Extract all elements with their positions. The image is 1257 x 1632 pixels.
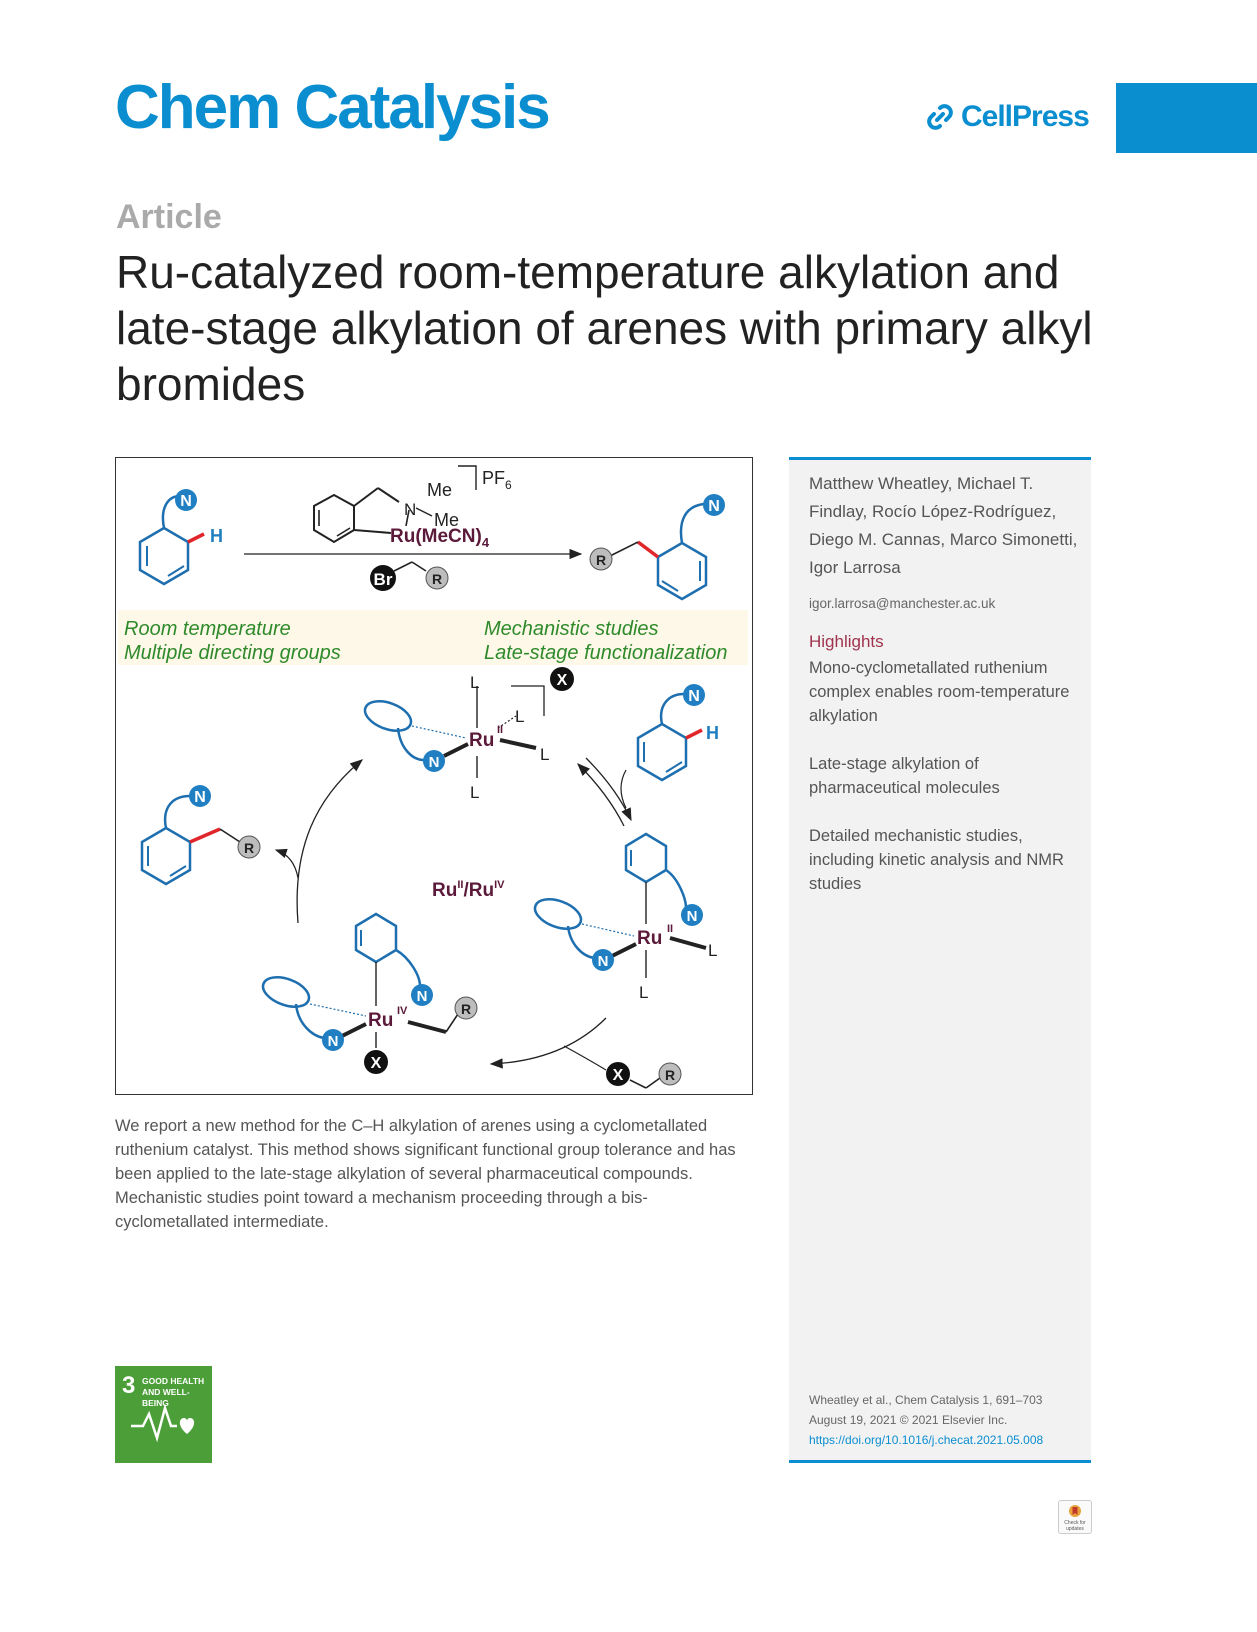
- svg-text:Br: Br: [373, 570, 393, 589]
- svg-text:X: X: [556, 672, 568, 689]
- svg-text:R: R: [431, 571, 443, 587]
- svg-text:L: L: [470, 783, 480, 802]
- svg-text:N: N: [194, 789, 206, 806]
- substrate-arene: [140, 489, 223, 584]
- svg-text:N: N: [686, 908, 698, 925]
- svg-text:N: N: [688, 688, 700, 705]
- sdg-label: GOOD HEALTH AND WELL-BEING: [142, 1376, 205, 1408]
- sdg-badge: [115, 1366, 212, 1463]
- catalyst-structure: [314, 466, 512, 550]
- alkyl-halide-entry-arrow: [564, 1046, 606, 1070]
- cellpress-icon: [925, 102, 955, 132]
- product-release-arrow: [276, 850, 298, 878]
- svg-text:PF6: $PF_6$: [482, 468, 512, 492]
- product-arene: [590, 494, 725, 599]
- article-type-label: Article: [116, 198, 222, 236]
- svg-text:H: H: [706, 723, 719, 743]
- svg-text:Me: Me: [434, 510, 460, 530]
- feature-room-temperature: Room temperature: [124, 618, 291, 640]
- publisher-logo[interactable]: [925, 100, 1089, 134]
- cycle-oxidation-label: $Ru^{II}/Ru^{IV}$: [432, 879, 505, 901]
- heartbeat-icon: [129, 1404, 199, 1444]
- svg-text:Me: Me: [427, 480, 453, 500]
- svg-text:X: X: [612, 1067, 624, 1084]
- svg-text:H: H: [210, 526, 223, 546]
- svg-text:N: N: [416, 988, 428, 1005]
- svg-text:R: R: [595, 552, 607, 568]
- equilibrium-arrow-forward: [586, 758, 631, 820]
- header-accent-tab: [1116, 83, 1257, 153]
- corresponding-email[interactable]: igor.larrosa@manchester.ac.uk: [809, 596, 996, 611]
- svg-text:R: R: [664, 1067, 676, 1083]
- feature-mechanistic-studies: Mechanistic studies: [484, 618, 659, 640]
- svg-text:Ru: Ru: [637, 928, 663, 949]
- sdg-number: 3: [122, 1372, 136, 1399]
- check-updates-label: Check for updates: [1064, 1520, 1086, 1532]
- citation-date: August 19, 2021 © 2021 Elsevier Inc.: [809, 1413, 1008, 1427]
- svg-text:L: L: [540, 745, 550, 764]
- svg-text:N: N: [428, 754, 440, 771]
- svg-text:L: L: [470, 673, 480, 692]
- svg-text:X: X: [370, 1055, 382, 1072]
- article-title: Ru-catalyzed room-temperature alkylation and late-stage alkylation of arenes with primary alkyl bromides: [116, 246, 1093, 410]
- svg-text:L: L: [515, 707, 525, 726]
- svg-text:N: N: [708, 498, 720, 515]
- citation-reference: Wheatley et al., Chem Catalysis 1, 691–703: [809, 1393, 1043, 1407]
- feature-directing-groups: Multiple directing groups: [124, 642, 341, 664]
- journal-title: Chem Catalysis: [115, 73, 549, 142]
- svg-text:N: N: [327, 1033, 339, 1050]
- svg-text:N: N: [597, 953, 609, 970]
- doi-link[interactable]: https://doi.org/10.1016/j.checat.2021.05.008: [809, 1433, 1044, 1447]
- highlights-title: Highlights: [809, 632, 884, 651]
- svg-text:R: R: [243, 840, 255, 856]
- author-list: Matthew Wheatley, Michael T. Findlay, Rocío López-Rodríguez, Diego M. Cannas, Marco Simonetti, Igor Larrosa: [809, 474, 1078, 577]
- alkyl-halide-reagent: [606, 1062, 681, 1088]
- highlight-item: Mono-cyclometallated ruthenium complex enables room-temperature alkylation: [809, 659, 1070, 725]
- citation-block: [809, 1390, 1084, 1450]
- bookmark-icon: [1068, 1504, 1082, 1518]
- svg-text:Ru: Ru: [469, 730, 495, 751]
- svg-text:Ru(MeCN)4: $Ru(MeCN)_4$: [390, 526, 490, 550]
- ru-ii-bis-complex: [531, 834, 717, 1002]
- highlight-item: Late-stage alkylation of pharmaceutical molecules: [809, 755, 1000, 797]
- highlight-item: Detailed mechanistic studies, including kinetic analysis and NMR studies: [809, 827, 1064, 893]
- cycle-product: [142, 785, 260, 884]
- svg-text:L: L: [639, 983, 649, 1002]
- check-for-updates-badge[interactable]: [1058, 1500, 1092, 1534]
- cycle-arrow-left: [297, 760, 362, 923]
- feature-late-stage: Late-stage functionalization: [484, 642, 728, 664]
- svg-text:Ru: Ru: [368, 1010, 394, 1031]
- svg-text:L: L: [708, 941, 718, 960]
- oxidative-addition-arrow: [491, 1018, 606, 1064]
- abstract-text: We report a new method for the C–H alkylation of arenes using a cyclometallated ruthenium catalyst. This method shows significant functional group tolerance and has been applied to the late-stage alkylation of several pharmaceutical compounds. Mechanistic studies point toward a mechanism proceeding through a bis-cyclometallated intermediate.: [115, 1117, 736, 1231]
- ru-ii-mono-complex: [361, 667, 574, 802]
- incoming-substrate: [638, 684, 719, 780]
- alkyl-bromide-reagent: [370, 562, 448, 591]
- svg-text:N: N: [180, 493, 192, 510]
- publisher-name: CellPress: [961, 100, 1089, 133]
- svg-text:II: II: [497, 724, 504, 736]
- highlights-list: [809, 656, 1084, 920]
- svg-text:R: R: [460, 1001, 472, 1017]
- ru-iv-complex: [259, 914, 477, 1074]
- svg-text:IV: IV: [397, 1005, 408, 1017]
- graphical-abstract: [115, 457, 753, 1095]
- svg-text:II: II: [667, 923, 674, 935]
- svg-text:N: N: [404, 500, 417, 519]
